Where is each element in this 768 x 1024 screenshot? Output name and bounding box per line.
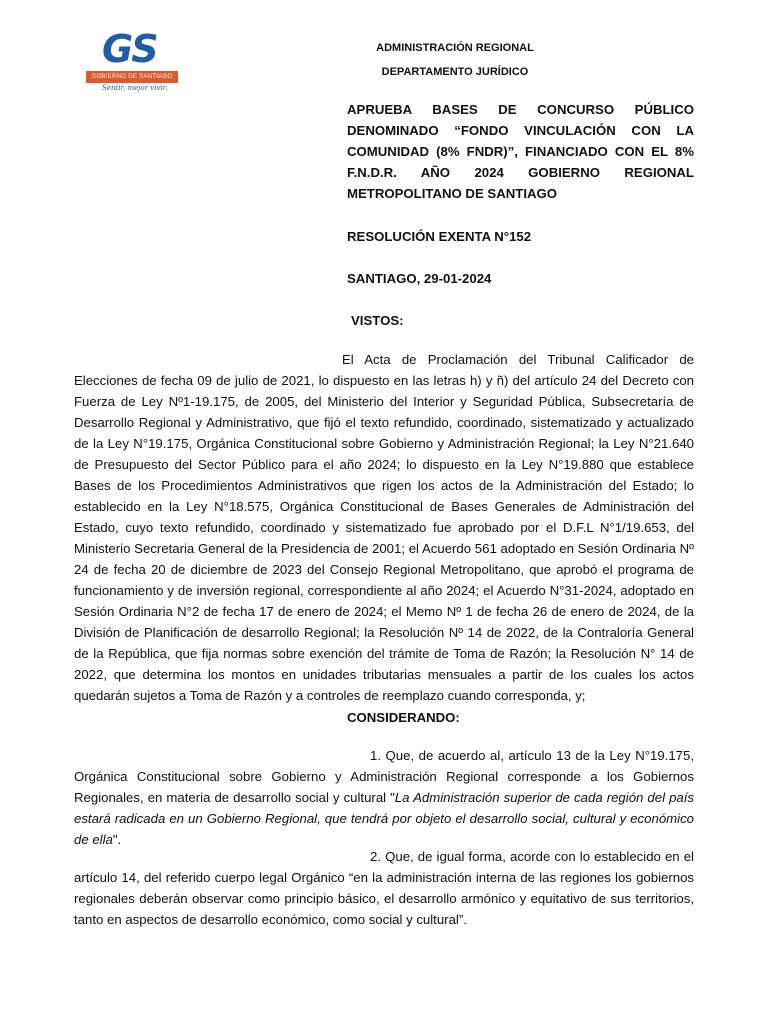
vistos-paragraph [74, 349, 694, 706]
item1-quote: La Administración superior de cada región del país estará radicada en un Gobierno Regional, que tendrá por objeto el desarrollo social, cultural y económico de ella [74, 790, 695, 847]
considerando-item-1 [74, 745, 694, 850]
logo-initials: GS [102, 27, 157, 71]
gobierno-santiago-logo [86, 28, 182, 98]
resolution-number: RESOLUCIÓN EXENTA N°152 [347, 229, 532, 244]
item1-intro: 1. Que, de acuerdo al, artículo 13 de la Ley N°19.175, Orgánica Constitucional sobre Gobierno y Administración Regional corresponde a los Gobiernos Regionales, en materia de desarrollo social y cultural " [74, 748, 694, 805]
place-date: SANTIAGO, 29-01-2024 [347, 271, 492, 286]
vistos-heading: VISTOS: [351, 313, 404, 328]
considerando-heading: CONSIDERANDO: [347, 710, 460, 725]
document-title: APRUEBA BASES DE CONCURSO PÚBLICO DENOMINADO “FONDO VINCULACIÓN CON LA COMUNIDAD (8% FNDR)”, FINANCIADO CON EL 8% F.N.D.R. AÑO 2024 GOBIERNO REGIONAL METROPOLITANO DE SANTIAGO [347, 102, 694, 201]
logo-tagline: Sentir, mejor vivir. [102, 84, 168, 92]
logo-band: GOBIERNO DE SANTIAGO [86, 71, 178, 83]
item2-text: 2. Que, de igual forma, acorde con lo establecido en el artículo 14, del referido cuerpo legal Orgánico “en la administración interna de las regiones los gobiernos regionales deberán observar como principio básico, el desarrollo armónico y equitativo de sus territorios, tanto en aspectos de desarrollo económico, como social y cultural”. [74, 849, 694, 927]
item1-end: ". [112, 832, 122, 847]
vistos-text: El Acta de Proclamación del Tribunal Calificador de Elecciones de fecha 09 de julio de 2021, lo dispuesto en las letras h) y ñ) del artículo 24 del Decreto con Fuerza de Ley Nº1-19.175, de 2005, del Ministerio del Interior y Seguridad Pública, Subsecretaría de Desarrollo Regional y Administrativo, que fijó el texto refundido, coordinado, sistematizado y actualizado de la Ley N°19.175, Orgánica Constitucional sobre Gobierno y Administración Regional; la Ley N°21.640 de Presupuesto del Sector Público para el año 2024; lo dispuesto en la Ley N°19.880 que establece Bases de los Procedimientos Administrativos que rigen los actos de la Administración del Estado; lo establecido en la Ley N°18.575, Orgánica Constitucional de Bases Generales de Administración del Estado, cuyo texto refundido, coordinado y sistematizado fue aprobado por el D.F.L N°1/19.653, del Ministerio Secretaria General de la Presidencia de 2001; el Acuerdo 561 adoptado en Sesión Ordinaria Nº 24 de fecha 20 de diciembre de 2023 del Consejo Regional Metropolitano, que aprobó el programa de funcionamiento y de inversión regional, correspondiente al año 2024; el Acuerdo N°31-2024, adoptado en Sesión Ordinaria N°2 de fecha 17 de enero de 2024; el Memo Nº 1 de fecha 26 de enero de 2024, de la División de Planificación de desarrollo Regional; la Resolución Nº 14 de 2022, de la Contraloría General de la República, que fija normas sobre exención del trámite de Toma de Razón; la Resolución N° 14 de 2022, que determina los montos en unidades tributarias mensuales a partir de los cuales los actos quedarán sujetos a Toma de Razón y a controles de reemplazo cuando corresponda, y; [74, 352, 694, 703]
considerando-item-2 [74, 846, 694, 930]
header-departamento: DEPARTAMENTO JURÍDICO [381, 66, 529, 78]
header-administracion: ADMINISTRACIÓN REGIONAL [376, 42, 534, 54]
